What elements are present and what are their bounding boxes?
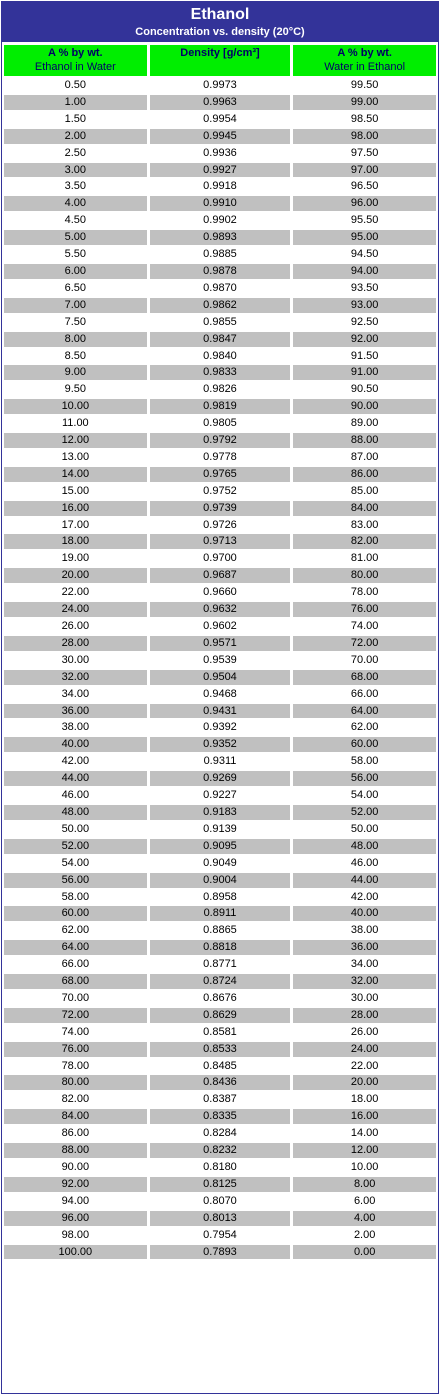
table-row bbox=[4, 382, 436, 397]
cell-water-in-ethanol: 20.00 bbox=[293, 1075, 436, 1090]
cell-water-in-ethanol: 44.00 bbox=[293, 873, 436, 888]
cell-density: 0.9183 bbox=[150, 805, 291, 820]
cell-ethanol-in-water: 74.00 bbox=[4, 1025, 147, 1040]
cell-ethanol-in-water: 13.00 bbox=[4, 450, 147, 465]
cell-water-in-ethanol: 18.00 bbox=[293, 1092, 436, 1107]
cell-density: 0.9726 bbox=[150, 518, 291, 533]
cell-ethanol-in-water: 15.00 bbox=[4, 484, 147, 499]
cell-water-in-ethanol: 32.00 bbox=[293, 974, 436, 989]
cell-ethanol-in-water: 16.00 bbox=[4, 501, 147, 516]
cell-water-in-ethanol: 95.00 bbox=[293, 230, 436, 245]
cell-ethanol-in-water: 44.00 bbox=[4, 771, 147, 786]
cell-density: 0.8335 bbox=[150, 1109, 291, 1124]
cell-density: 0.9539 bbox=[150, 653, 291, 668]
cell-density: 0.9826 bbox=[150, 382, 291, 397]
cell-ethanol-in-water: 22.00 bbox=[4, 585, 147, 600]
cell-water-in-ethanol: 90.00 bbox=[293, 399, 436, 414]
cell-density: 0.9571 bbox=[150, 636, 291, 651]
cell-water-in-ethanol: 8.00 bbox=[293, 1177, 436, 1192]
table-row bbox=[4, 95, 436, 110]
table-row bbox=[4, 585, 436, 600]
cell-density: 0.8676 bbox=[150, 991, 291, 1006]
cell-water-in-ethanol: 40.00 bbox=[293, 906, 436, 921]
cell-ethanol-in-water: 42.00 bbox=[4, 754, 147, 769]
cell-ethanol-in-water: 34.00 bbox=[4, 687, 147, 702]
cell-ethanol-in-water: 4.00 bbox=[4, 196, 147, 211]
cell-water-in-ethanol: 46.00 bbox=[293, 856, 436, 871]
column-header-label: A % by wt. bbox=[48, 47, 103, 59]
table-row bbox=[4, 518, 436, 533]
cell-water-in-ethanol: 72.00 bbox=[293, 636, 436, 651]
table-row bbox=[4, 653, 436, 668]
cell-water-in-ethanol: 38.00 bbox=[293, 923, 436, 938]
cell-density: 0.9840 bbox=[150, 349, 291, 364]
cell-water-in-ethanol: 97.00 bbox=[293, 163, 436, 178]
table-row bbox=[4, 315, 436, 330]
cell-density: 0.8818 bbox=[150, 940, 291, 955]
cell-water-in-ethanol: 99.50 bbox=[293, 78, 436, 93]
cell-ethanol-in-water: 11.00 bbox=[4, 416, 147, 431]
cell-ethanol-in-water: 12.00 bbox=[4, 433, 147, 448]
table-row bbox=[4, 1194, 436, 1209]
cell-density: 0.9847 bbox=[150, 332, 291, 347]
cell-ethanol-in-water: 18.00 bbox=[4, 534, 147, 549]
cell-water-in-ethanol: 56.00 bbox=[293, 771, 436, 786]
cell-ethanol-in-water: 7.00 bbox=[4, 298, 147, 313]
column-header-label: A % by wt. bbox=[337, 47, 392, 59]
page-subtitle: Concentration vs. density (20°C) bbox=[135, 26, 305, 38]
cell-ethanol-in-water: 8.50 bbox=[4, 349, 147, 364]
cell-water-in-ethanol: 0.00 bbox=[293, 1245, 436, 1260]
cell-density: 0.8387 bbox=[150, 1092, 291, 1107]
table-row bbox=[4, 501, 436, 516]
cell-density: 0.9660 bbox=[150, 585, 291, 600]
cell-water-in-ethanol: 4.00 bbox=[293, 1211, 436, 1226]
table-row bbox=[4, 957, 436, 972]
cell-water-in-ethanol: 28.00 bbox=[293, 1008, 436, 1023]
cell-density: 0.9973 bbox=[150, 78, 291, 93]
cell-water-in-ethanol: 62.00 bbox=[293, 720, 436, 735]
table-row bbox=[4, 399, 436, 414]
cell-ethanol-in-water: 100.00 bbox=[4, 1245, 147, 1260]
table-row bbox=[4, 433, 436, 448]
table-row bbox=[4, 349, 436, 364]
density-table bbox=[1, 43, 439, 1261]
cell-ethanol-in-water: 14.00 bbox=[4, 467, 147, 482]
cell-water-in-ethanol: 92.50 bbox=[293, 315, 436, 330]
cell-water-in-ethanol: 93.50 bbox=[293, 281, 436, 296]
cell-ethanol-in-water: 38.00 bbox=[4, 720, 147, 735]
cell-density: 0.8125 bbox=[150, 1177, 291, 1192]
table-row bbox=[4, 551, 436, 566]
table-row bbox=[4, 839, 436, 854]
cell-density: 0.8232 bbox=[150, 1143, 291, 1158]
cell-density: 0.8013 bbox=[150, 1211, 291, 1226]
cell-ethanol-in-water: 9.50 bbox=[4, 382, 147, 397]
column-header-density bbox=[150, 45, 291, 76]
table-row bbox=[4, 534, 436, 549]
column-header-water-in-ethanol bbox=[293, 45, 436, 76]
table-row bbox=[4, 923, 436, 938]
page-title: Ethanol bbox=[190, 6, 250, 23]
table-row bbox=[4, 805, 436, 820]
cell-density: 0.8436 bbox=[150, 1075, 291, 1090]
cell-density: 0.8958 bbox=[150, 890, 291, 905]
cell-ethanol-in-water: 8.00 bbox=[4, 332, 147, 347]
cell-ethanol-in-water: 70.00 bbox=[4, 991, 147, 1006]
cell-ethanol-in-water: 88.00 bbox=[4, 1143, 147, 1158]
table-row bbox=[4, 602, 436, 617]
cell-ethanol-in-water: 4.50 bbox=[4, 213, 147, 228]
cell-ethanol-in-water: 48.00 bbox=[4, 805, 147, 820]
cell-water-in-ethanol: 52.00 bbox=[293, 805, 436, 820]
table-row bbox=[4, 1075, 436, 1090]
cell-water-in-ethanol: 68.00 bbox=[293, 670, 436, 685]
cell-water-in-ethanol: 70.00 bbox=[293, 653, 436, 668]
table-row bbox=[4, 365, 436, 380]
cell-density: 0.9468 bbox=[150, 687, 291, 702]
table-row bbox=[4, 1211, 436, 1226]
cell-density: 0.9805 bbox=[150, 416, 291, 431]
cell-water-in-ethanol: 50.00 bbox=[293, 822, 436, 837]
cell-ethanol-in-water: 6.50 bbox=[4, 281, 147, 296]
cell-water-in-ethanol: 87.00 bbox=[293, 450, 436, 465]
cell-ethanol-in-water: 94.00 bbox=[4, 1194, 147, 1209]
cell-water-in-ethanol: 84.00 bbox=[293, 501, 436, 516]
table-row bbox=[4, 856, 436, 871]
cell-ethanol-in-water: 24.00 bbox=[4, 602, 147, 617]
cell-density: 0.8865 bbox=[150, 923, 291, 938]
cell-water-in-ethanol: 94.50 bbox=[293, 247, 436, 262]
cell-water-in-ethanol: 30.00 bbox=[293, 991, 436, 1006]
cell-density: 0.9936 bbox=[150, 146, 291, 161]
cell-density: 0.9004 bbox=[150, 873, 291, 888]
cell-water-in-ethanol: 97.50 bbox=[293, 146, 436, 161]
cell-water-in-ethanol: 2.00 bbox=[293, 1228, 436, 1243]
cell-water-in-ethanol: 42.00 bbox=[293, 890, 436, 905]
cell-density: 0.8533 bbox=[150, 1042, 291, 1057]
table-row bbox=[4, 247, 436, 262]
cell-ethanol-in-water: 2.00 bbox=[4, 129, 147, 144]
cell-water-in-ethanol: 26.00 bbox=[293, 1025, 436, 1040]
cell-density: 0.9352 bbox=[150, 737, 291, 752]
cell-ethanol-in-water: 30.00 bbox=[4, 653, 147, 668]
cell-density: 0.9139 bbox=[150, 822, 291, 837]
cell-ethanol-in-water: 90.00 bbox=[4, 1160, 147, 1175]
table-row bbox=[4, 720, 436, 735]
cell-water-in-ethanol: 74.00 bbox=[293, 619, 436, 634]
cell-ethanol-in-water: 62.00 bbox=[4, 923, 147, 938]
cell-ethanol-in-water: 50.00 bbox=[4, 822, 147, 837]
cell-water-in-ethanol: 98.00 bbox=[293, 129, 436, 144]
cell-ethanol-in-water: 60.00 bbox=[4, 906, 147, 921]
cell-density: 0.9602 bbox=[150, 619, 291, 634]
cell-water-in-ethanol: 76.00 bbox=[293, 602, 436, 617]
table-row bbox=[4, 1008, 436, 1023]
cell-water-in-ethanol: 34.00 bbox=[293, 957, 436, 972]
table-row bbox=[4, 1025, 436, 1040]
cell-density: 0.9431 bbox=[150, 704, 291, 719]
cell-density: 0.8284 bbox=[150, 1126, 291, 1141]
table-row bbox=[4, 568, 436, 583]
cell-density: 0.9269 bbox=[150, 771, 291, 786]
cell-water-in-ethanol: 82.00 bbox=[293, 534, 436, 549]
cell-ethanol-in-water: 58.00 bbox=[4, 890, 147, 905]
table-row bbox=[4, 754, 436, 769]
cell-ethanol-in-water: 1.00 bbox=[4, 95, 147, 110]
cell-water-in-ethanol: 94.00 bbox=[293, 264, 436, 279]
table-row bbox=[4, 1228, 436, 1243]
cell-density: 0.8581 bbox=[150, 1025, 291, 1040]
table-row bbox=[4, 619, 436, 634]
table-row bbox=[4, 771, 436, 786]
cell-water-in-ethanol: 16.00 bbox=[293, 1109, 436, 1124]
column-header-ethanol-in-water bbox=[4, 45, 147, 76]
cell-density: 0.9963 bbox=[150, 95, 291, 110]
cell-density: 0.9765 bbox=[150, 467, 291, 482]
table-row bbox=[4, 146, 436, 161]
cell-density: 0.9945 bbox=[150, 129, 291, 144]
table-row bbox=[4, 1042, 436, 1057]
cell-density: 0.9893 bbox=[150, 230, 291, 245]
cell-ethanol-in-water: 68.00 bbox=[4, 974, 147, 989]
cell-water-in-ethanol: 91.00 bbox=[293, 365, 436, 380]
cell-ethanol-in-water: 64.00 bbox=[4, 940, 147, 955]
cell-water-in-ethanol: 90.50 bbox=[293, 382, 436, 397]
cell-density: 0.9910 bbox=[150, 196, 291, 211]
cell-density: 0.9792 bbox=[150, 433, 291, 448]
cell-density: 0.9918 bbox=[150, 179, 291, 194]
cell-ethanol-in-water: 96.00 bbox=[4, 1211, 147, 1226]
cell-water-in-ethanol: 22.00 bbox=[293, 1059, 436, 1074]
table-row bbox=[4, 264, 436, 279]
table-row bbox=[4, 974, 436, 989]
cell-density: 0.8724 bbox=[150, 974, 291, 989]
cell-water-in-ethanol: 96.00 bbox=[293, 196, 436, 211]
cell-ethanol-in-water: 36.00 bbox=[4, 704, 147, 719]
cell-ethanol-in-water: 92.00 bbox=[4, 1177, 147, 1192]
cell-ethanol-in-water: 72.00 bbox=[4, 1008, 147, 1023]
table-row bbox=[4, 78, 436, 93]
cell-ethanol-in-water: 84.00 bbox=[4, 1109, 147, 1124]
table-row bbox=[4, 129, 436, 144]
cell-water-in-ethanol: 99.00 bbox=[293, 95, 436, 110]
cell-ethanol-in-water: 56.00 bbox=[4, 873, 147, 888]
cell-ethanol-in-water: 0.50 bbox=[4, 78, 147, 93]
cell-density: 0.7893 bbox=[150, 1245, 291, 1260]
table-row bbox=[4, 822, 436, 837]
table-body bbox=[4, 78, 436, 1259]
cell-density: 0.8180 bbox=[150, 1160, 291, 1175]
table-row bbox=[4, 1109, 436, 1124]
table-row bbox=[4, 332, 436, 347]
cell-density: 0.9927 bbox=[150, 163, 291, 178]
cell-water-in-ethanol: 98.50 bbox=[293, 112, 436, 127]
table-row bbox=[4, 298, 436, 313]
cell-density: 0.8070 bbox=[150, 1194, 291, 1209]
cell-density: 0.7954 bbox=[150, 1228, 291, 1243]
cell-water-in-ethanol: 12.00 bbox=[293, 1143, 436, 1158]
cell-density: 0.9739 bbox=[150, 501, 291, 516]
cell-water-in-ethanol: 54.00 bbox=[293, 788, 436, 803]
cell-ethanol-in-water: 76.00 bbox=[4, 1042, 147, 1057]
cell-water-in-ethanol: 14.00 bbox=[293, 1126, 436, 1141]
cell-density: 0.9833 bbox=[150, 365, 291, 380]
cell-ethanol-in-water: 82.00 bbox=[4, 1092, 147, 1107]
table-row bbox=[4, 1245, 436, 1260]
cell-ethanol-in-water: 66.00 bbox=[4, 957, 147, 972]
cell-ethanol-in-water: 54.00 bbox=[4, 856, 147, 871]
cell-density: 0.8485 bbox=[150, 1059, 291, 1074]
cell-density: 0.9870 bbox=[150, 281, 291, 296]
table-row bbox=[4, 1160, 436, 1175]
cell-ethanol-in-water: 98.00 bbox=[4, 1228, 147, 1243]
table-row bbox=[4, 940, 436, 955]
cell-water-in-ethanol: 64.00 bbox=[293, 704, 436, 719]
cell-ethanol-in-water: 19.00 bbox=[4, 551, 147, 566]
cell-density: 0.9227 bbox=[150, 788, 291, 803]
cell-density: 0.9862 bbox=[150, 298, 291, 313]
cell-ethanol-in-water: 86.00 bbox=[4, 1126, 147, 1141]
cell-density: 0.9311 bbox=[150, 754, 291, 769]
cell-water-in-ethanol: 89.00 bbox=[293, 416, 436, 431]
cell-density: 0.9632 bbox=[150, 602, 291, 617]
cell-density: 0.8629 bbox=[150, 1008, 291, 1023]
table-row bbox=[4, 450, 436, 465]
cell-water-in-ethanol: 10.00 bbox=[293, 1160, 436, 1175]
cell-density: 0.8911 bbox=[150, 906, 291, 921]
cell-water-in-ethanol: 6.00 bbox=[293, 1194, 436, 1209]
cell-water-in-ethanol: 80.00 bbox=[293, 568, 436, 583]
table-row bbox=[4, 1143, 436, 1158]
cell-water-in-ethanol: 60.00 bbox=[293, 737, 436, 752]
cell-ethanol-in-water: 3.00 bbox=[4, 163, 147, 178]
cell-ethanol-in-water: 10.00 bbox=[4, 399, 147, 414]
title-bar bbox=[2, 2, 438, 43]
cell-water-in-ethanol: 78.00 bbox=[293, 585, 436, 600]
cell-density: 0.9819 bbox=[150, 399, 291, 414]
cell-density: 0.9713 bbox=[150, 534, 291, 549]
cell-density: 0.9885 bbox=[150, 247, 291, 262]
cell-water-in-ethanol: 95.50 bbox=[293, 213, 436, 228]
table-row bbox=[4, 737, 436, 752]
cell-ethanol-in-water: 5.50 bbox=[4, 247, 147, 262]
cell-water-in-ethanol: 36.00 bbox=[293, 940, 436, 955]
cell-ethanol-in-water: 40.00 bbox=[4, 737, 147, 752]
table-row bbox=[4, 890, 436, 905]
cell-ethanol-in-water: 9.00 bbox=[4, 365, 147, 380]
table-row bbox=[4, 704, 436, 719]
cell-ethanol-in-water: 17.00 bbox=[4, 518, 147, 533]
cell-ethanol-in-water: 5.00 bbox=[4, 230, 147, 245]
table-row bbox=[4, 991, 436, 1006]
column-header-sublabel: Water in Ethanol bbox=[324, 61, 406, 73]
cell-density: 0.9778 bbox=[150, 450, 291, 465]
table-row bbox=[4, 687, 436, 702]
table-row bbox=[4, 1177, 436, 1192]
table-row bbox=[4, 213, 436, 228]
cell-water-in-ethanol: 83.00 bbox=[293, 518, 436, 533]
column-header-label: Density [g/cm³] bbox=[180, 47, 260, 59]
cell-water-in-ethanol: 85.00 bbox=[293, 484, 436, 499]
cell-density: 0.9700 bbox=[150, 551, 291, 566]
cell-water-in-ethanol: 86.00 bbox=[293, 467, 436, 482]
cell-ethanol-in-water: 1.50 bbox=[4, 112, 147, 127]
table-row bbox=[4, 112, 436, 127]
cell-density: 0.9504 bbox=[150, 670, 291, 685]
cell-ethanol-in-water: 32.00 bbox=[4, 670, 147, 685]
table-row bbox=[4, 1092, 436, 1107]
cell-density: 0.9392 bbox=[150, 720, 291, 735]
table-row bbox=[4, 873, 436, 888]
cell-density: 0.9095 bbox=[150, 839, 291, 854]
cell-density: 0.9878 bbox=[150, 264, 291, 279]
table-row bbox=[4, 670, 436, 685]
cell-ethanol-in-water: 46.00 bbox=[4, 788, 147, 803]
cell-density: 0.9687 bbox=[150, 568, 291, 583]
cell-ethanol-in-water: 3.50 bbox=[4, 179, 147, 194]
cell-density: 0.9954 bbox=[150, 112, 291, 127]
cell-water-in-ethanol: 96.50 bbox=[293, 179, 436, 194]
cell-ethanol-in-water: 78.00 bbox=[4, 1059, 147, 1074]
cell-water-in-ethanol: 81.00 bbox=[293, 551, 436, 566]
table-row bbox=[4, 230, 436, 245]
cell-ethanol-in-water: 6.00 bbox=[4, 264, 147, 279]
table-row bbox=[4, 1059, 436, 1074]
cell-density: 0.9902 bbox=[150, 213, 291, 228]
table-row bbox=[4, 1126, 436, 1141]
table-row bbox=[4, 179, 436, 194]
cell-density: 0.8771 bbox=[150, 957, 291, 972]
cell-water-in-ethanol: 58.00 bbox=[293, 754, 436, 769]
cell-ethanol-in-water: 52.00 bbox=[4, 839, 147, 854]
table-row bbox=[4, 788, 436, 803]
cell-water-in-ethanol: 93.00 bbox=[293, 298, 436, 313]
table-row bbox=[4, 163, 436, 178]
cell-ethanol-in-water: 28.00 bbox=[4, 636, 147, 651]
cell-water-in-ethanol: 24.00 bbox=[293, 1042, 436, 1057]
table-row bbox=[4, 636, 436, 651]
cell-water-in-ethanol: 92.00 bbox=[293, 332, 436, 347]
table-row bbox=[4, 416, 436, 431]
table-row bbox=[4, 467, 436, 482]
cell-water-in-ethanol: 91.50 bbox=[293, 349, 436, 364]
cell-density: 0.9855 bbox=[150, 315, 291, 330]
table-header-row bbox=[4, 45, 436, 76]
cell-water-in-ethanol: 48.00 bbox=[293, 839, 436, 854]
table-row bbox=[4, 906, 436, 921]
cell-water-in-ethanol: 88.00 bbox=[293, 433, 436, 448]
table-row bbox=[4, 281, 436, 296]
cell-water-in-ethanol: 66.00 bbox=[293, 687, 436, 702]
cell-density: 0.9752 bbox=[150, 484, 291, 499]
table-row bbox=[4, 196, 436, 211]
ethanol-density-table-panel bbox=[1, 1, 439, 1394]
cell-ethanol-in-water: 20.00 bbox=[4, 568, 147, 583]
cell-ethanol-in-water: 7.50 bbox=[4, 315, 147, 330]
column-header-sublabel: Ethanol in Water bbox=[34, 61, 116, 73]
cell-ethanol-in-water: 26.00 bbox=[4, 619, 147, 634]
cell-density: 0.9049 bbox=[150, 856, 291, 871]
cell-ethanol-in-water: 2.50 bbox=[4, 146, 147, 161]
cell-ethanol-in-water: 80.00 bbox=[4, 1075, 147, 1090]
table-row bbox=[4, 484, 436, 499]
